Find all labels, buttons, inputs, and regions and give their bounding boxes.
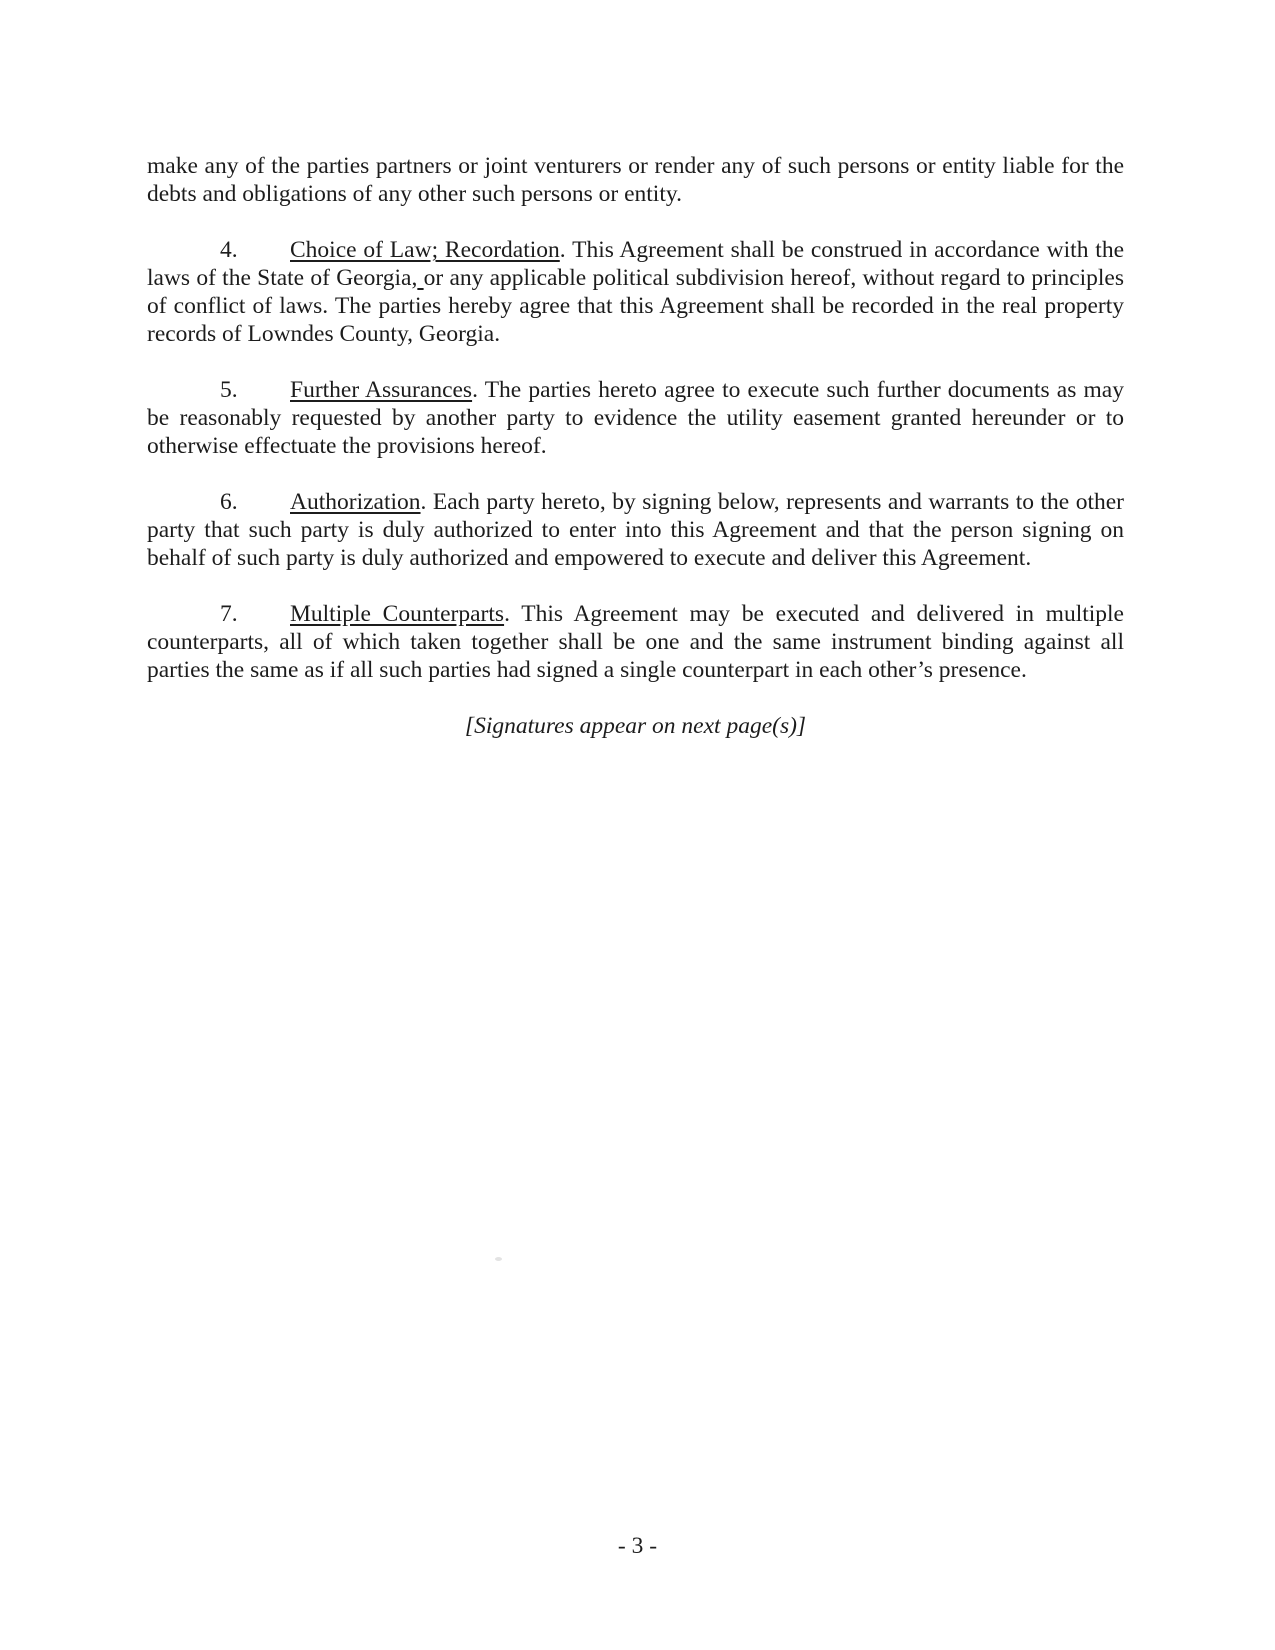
- section-6-number: 6.: [220, 489, 238, 515]
- section-7-body: . This Agreement may be executed and delivered in multiple counterparts, all of which taken together shall be one and the same instrument binding against all parties the same as if all such parties had signed a single counterpart in each other’s presence.: [147, 601, 1124, 683]
- section-6-paragraph: [147, 488, 1124, 572]
- section-5-body: . The parties hereto agree to execute such further documents as may be reasonably requested by another party to evidence the utility easement granted hereunder or to otherwise effectuate the provisions hereof.: [147, 377, 1124, 459]
- section-4-heading: Choice of Law; Recordation: [290, 237, 560, 263]
- section-5-paragraph: [147, 376, 1124, 460]
- section-7-paragraph: [147, 600, 1124, 684]
- section-5-number-tab: [147, 376, 290, 404]
- section-7-number: 7.: [220, 601, 238, 627]
- section-7-heading: Multiple Counterparts: [290, 601, 505, 627]
- section-4-number: 4.: [220, 237, 238, 263]
- page-number-label: - 3 -: [617, 1533, 658, 1559]
- signatures-note: [147, 712, 1124, 740]
- section-5-heading: Further Assurances: [290, 377, 473, 403]
- section-6-heading: Authorization: [290, 489, 421, 515]
- scan-artifact-dot: [495, 1257, 502, 1261]
- page-number: [0, 1532, 1275, 1560]
- section-4-body-post: or any applicable political subdivision hereof, without regard to principles of conflict of laws. The parties hereby agree that this Agreement shall be recorded in the real property records of Lowndes County, Georgia.: [147, 265, 1125, 347]
- document-body: [147, 152, 1124, 740]
- continuation-paragraph: [147, 152, 1124, 208]
- section-4-body-pre: . This Agreement shall be construed in accordance with the laws of the State of Georgia,: [147, 237, 1124, 291]
- continuation-paragraph-text: make any of the parties partners or joint venturers or render any of such persons or entity liable for the debts and obligations of any other such persons or entity.: [147, 153, 1124, 207]
- section-4-number-tab: [147, 236, 290, 264]
- section-7-number-tab: [147, 600, 290, 628]
- section-6-body: . Each party hereto, by signing below, represents and warrants to the other party that such party is duly authorized to enter into this Agreement and that the person signing on behalf of such party is duly authorized and empowered to execute and deliver this Agreement.: [147, 489, 1124, 571]
- section-6-number-tab: [147, 488, 290, 516]
- signatures-note-text: [Signatures appear on next page(s)]: [464, 713, 807, 739]
- section-4-paragraph: [147, 236, 1124, 348]
- section-5-number: 5.: [220, 377, 238, 403]
